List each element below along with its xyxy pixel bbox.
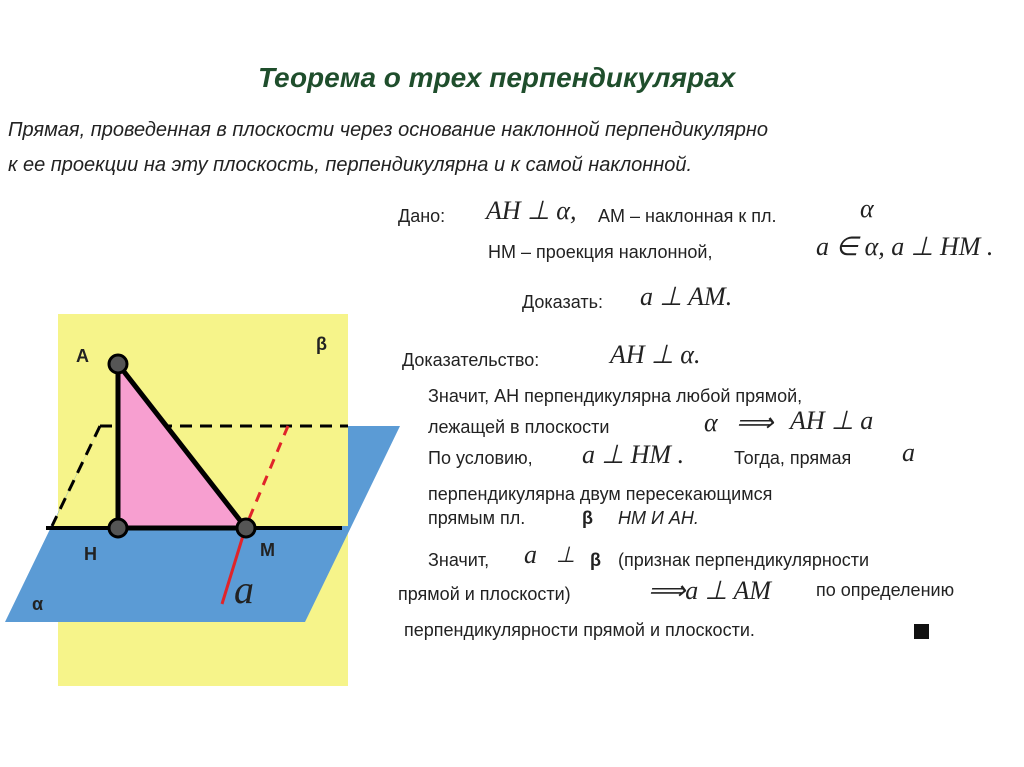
label-plane-alpha: α	[32, 594, 44, 614]
given-text1: АМ – наклонная к пл.	[598, 206, 777, 226]
proof-line7-suffix: по определению	[816, 580, 955, 600]
proof-line6-suffix: (признак перпендикулярности	[618, 550, 870, 570]
label-plane-beta: β	[316, 334, 327, 354]
label-line-a: a	[234, 567, 254, 612]
theorem-statement-line1: Прямая, проведенная в плоскости через основание наклонной перпендикулярно	[8, 119, 769, 141]
proof-math2-alpha: α	[704, 408, 718, 437]
theorem-statement-line2: к ее проекции на эту плоскость, перпендикулярна и к самой наклонной.	[8, 154, 693, 176]
proof-line6-perp: ⊥	[556, 542, 576, 567]
proof-line3-suffix: Тогда, прямая	[734, 448, 852, 468]
proof-math3: a ⊥ HM .	[582, 440, 685, 469]
point-a	[109, 355, 127, 373]
proof-line2: лежащей в плоскости	[428, 417, 610, 437]
qed-square-icon	[914, 624, 929, 639]
proof-math2-arrow: ⟹	[736, 408, 774, 437]
proof-line5-beta: β	[582, 508, 593, 528]
proof-line5-prefix: прямым пл.	[428, 508, 526, 528]
proof-line6-math: a	[524, 540, 537, 569]
proof-label: Доказательство:	[402, 350, 540, 370]
given-label: Дано:	[398, 206, 446, 226]
proof-line3-prefix: По условию,	[428, 448, 533, 468]
given-text2: НМ – проекция наклонной,	[488, 242, 713, 262]
label-point-m: М	[260, 540, 275, 560]
proof-math1: AH ⊥ α.	[610, 340, 701, 369]
given-math2: a ∈ α, a ⊥ HM .	[816, 232, 994, 261]
proof-line5-suffix: НМ И АН.	[618, 508, 699, 528]
proof-line6-beta: β	[590, 550, 601, 570]
prove-label: Доказать:	[522, 292, 603, 312]
page-title: Теорема о трех перпендикулярах	[258, 62, 736, 93]
proof-line6-prefix: Значит,	[428, 550, 490, 570]
label-point-h: Н	[84, 544, 97, 564]
proof-line7-prefix: прямой и плоскости)	[398, 584, 571, 604]
proof-math2-a: a	[902, 438, 915, 467]
proof-line8: перпендикулярности прямой и плоскости.	[404, 620, 755, 640]
prove-math: a ⊥ AM.	[640, 282, 733, 311]
proof-line1: Значит, АН перпендикулярна любой прямой,	[428, 386, 803, 406]
label-point-a: А	[76, 346, 89, 366]
proof-line4: перпендикулярна двум пересекающимся	[428, 484, 773, 504]
proof-line7-math: ⟹a ⊥ AM	[648, 576, 771, 605]
point-m	[237, 519, 255, 537]
proof-math2: AH ⊥ a	[790, 406, 874, 435]
given-alpha: α	[860, 194, 874, 223]
point-h	[109, 519, 127, 537]
given-math1: AH ⊥ α,	[486, 196, 577, 225]
